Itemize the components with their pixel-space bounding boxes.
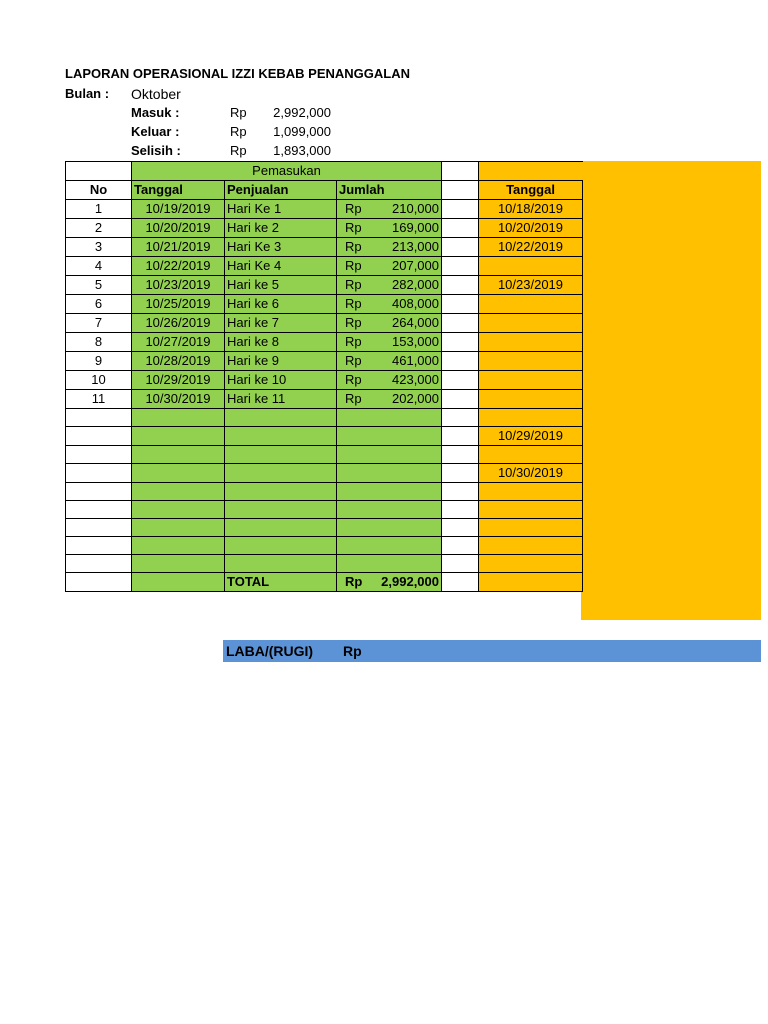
total-label: TOTAL [225, 573, 337, 592]
blank-cell [132, 573, 225, 592]
row-tanggal-right [479, 390, 583, 409]
laba-rugi-currency: Rp [343, 643, 362, 659]
blank-cell [479, 162, 583, 181]
row-jumlah [337, 295, 442, 314]
blank-cell [442, 483, 479, 501]
row-tanggal-right [479, 257, 583, 276]
blank-cell [442, 162, 479, 181]
row-no: 3 [66, 238, 132, 257]
row-tanggal-right [479, 483, 583, 501]
amount-value: 408,000 [392, 296, 439, 311]
row-no [66, 427, 132, 446]
table-row [66, 371, 583, 390]
row-jumlah [337, 200, 442, 219]
blank-cell [442, 537, 479, 555]
amount-value: 423,000 [392, 372, 439, 387]
row-jumlah [337, 501, 442, 519]
row-jumlah [337, 427, 442, 446]
row-tanggal: 10/19/2019 [132, 200, 225, 219]
currency-label: Rp [345, 334, 362, 349]
row-no: 10 [66, 371, 132, 390]
total-value: 2,992,000 [381, 574, 439, 589]
amount-value: 202,000 [392, 391, 439, 406]
row-tanggal-right: 10/22/2019 [479, 238, 583, 257]
row-no: 5 [66, 276, 132, 295]
table-row [66, 537, 583, 555]
blank-cell [442, 371, 479, 390]
row-jumlah [337, 257, 442, 276]
masuk-currency: Rp [230, 105, 247, 120]
table-row [66, 519, 583, 537]
row-jumlah [337, 314, 442, 333]
row-penjualan [225, 427, 337, 446]
blank-cell [442, 446, 479, 464]
row-tanggal-right [479, 409, 583, 427]
row-tanggal-right [479, 555, 583, 573]
blank-cell [442, 295, 479, 314]
total-amount [337, 573, 442, 592]
currency-label: Rp [345, 353, 362, 368]
row-no [66, 501, 132, 519]
report-title: LAPORAN OPERASIONAL IZZI KEBAB PENANGGALAN [65, 66, 410, 81]
row-tanggal: 10/20/2019 [132, 219, 225, 238]
row-no [66, 537, 132, 555]
masuk-label: Masuk : [131, 105, 180, 120]
blank-cell [66, 162, 132, 181]
row-tanggal: 10/29/2019 [132, 371, 225, 390]
operations-table [65, 161, 583, 592]
row-penjualan: Hari ke 2 [225, 219, 337, 238]
amount-value: 153,000 [392, 334, 439, 349]
blank-cell [442, 555, 479, 573]
row-penjualan [225, 555, 337, 573]
keluar-value: 1,099,000 [273, 124, 331, 139]
currency-label: Rp [345, 391, 362, 406]
amount-value: 461,000 [392, 353, 439, 368]
row-penjualan: Hari ke 11 [225, 390, 337, 409]
row-tanggal: 10/26/2019 [132, 314, 225, 333]
amount-value: 264,000 [392, 315, 439, 330]
table-row [66, 464, 583, 483]
col-tanggal-header: Tanggal [132, 181, 225, 200]
row-no [66, 464, 132, 483]
row-penjualan [225, 409, 337, 427]
table-row [66, 390, 583, 409]
row-jumlah [337, 219, 442, 238]
amount-value: 207,000 [392, 258, 439, 273]
row-tanggal-right [479, 314, 583, 333]
blank-cell [442, 181, 479, 200]
row-jumlah [337, 483, 442, 501]
row-no [66, 409, 132, 427]
row-tanggal: 10/27/2019 [132, 333, 225, 352]
row-tanggal [132, 409, 225, 427]
table-row [66, 555, 583, 573]
row-tanggal [132, 555, 225, 573]
row-jumlah [337, 464, 442, 483]
row-tanggal: 10/22/2019 [132, 257, 225, 276]
row-tanggal-right [479, 519, 583, 537]
row-tanggal: 10/30/2019 [132, 390, 225, 409]
col-jumlah-header: Jumlah [337, 181, 442, 200]
row-tanggal-right [479, 333, 583, 352]
row-penjualan: Hari Ke 1 [225, 200, 337, 219]
table-row [66, 200, 583, 219]
row-no: 6 [66, 295, 132, 314]
row-no: 7 [66, 314, 132, 333]
currency-label: Rp [345, 372, 362, 387]
row-penjualan [225, 464, 337, 483]
row-no [66, 519, 132, 537]
currency-label: Rp [345, 201, 362, 216]
row-tanggal-right: 10/20/2019 [479, 219, 583, 238]
row-no: 11 [66, 390, 132, 409]
row-tanggal-right: 10/18/2019 [479, 200, 583, 219]
blank-cell [442, 276, 479, 295]
row-penjualan: Hari Ke 3 [225, 238, 337, 257]
row-no: 9 [66, 352, 132, 371]
currency-label: Rp [345, 315, 362, 330]
table-row [66, 276, 583, 295]
table-row [66, 219, 583, 238]
orange-fill-area [581, 161, 761, 620]
blank-cell [479, 573, 583, 592]
row-jumlah [337, 446, 442, 464]
row-penjualan: Hari Ke 4 [225, 257, 337, 276]
row-jumlah [337, 238, 442, 257]
row-tanggal-right [479, 371, 583, 390]
table-row [66, 446, 583, 464]
row-penjualan [225, 537, 337, 555]
table-row [66, 314, 583, 333]
row-tanggal-right [479, 295, 583, 314]
row-tanggal [132, 519, 225, 537]
col-no-header: No [66, 181, 132, 200]
row-penjualan [225, 519, 337, 537]
pemasukan-header: Pemasukan [132, 162, 442, 181]
blank-cell [442, 238, 479, 257]
row-no: 8 [66, 333, 132, 352]
row-tanggal: 10/23/2019 [132, 276, 225, 295]
row-tanggal-right [479, 537, 583, 555]
blank-cell [442, 427, 479, 446]
row-jumlah [337, 390, 442, 409]
row-jumlah [337, 409, 442, 427]
row-penjualan: Hari ke 9 [225, 352, 337, 371]
table-row [66, 333, 583, 352]
currency-label: Rp [345, 296, 362, 311]
row-no: 4 [66, 257, 132, 276]
amount-value: 210,000 [392, 201, 439, 216]
row-tanggal-right [479, 446, 583, 464]
row-no: 2 [66, 219, 132, 238]
amount-value: 169,000 [392, 220, 439, 235]
row-tanggal [132, 501, 225, 519]
blank-cell [442, 519, 479, 537]
amount-value: 282,000 [392, 277, 439, 292]
total-row [66, 573, 583, 592]
blank-cell [442, 501, 479, 519]
blank-cell [442, 219, 479, 238]
currency-label: Rp [345, 220, 362, 235]
month-label: Bulan : [65, 86, 110, 101]
row-tanggal [132, 464, 225, 483]
table-row [66, 352, 583, 371]
blank-cell [442, 409, 479, 427]
row-penjualan: Hari ke 10 [225, 371, 337, 390]
table-row [66, 238, 583, 257]
row-tanggal-right [479, 352, 583, 371]
section-header-row [66, 162, 583, 181]
currency-label: Rp [345, 277, 362, 292]
selisih-label: Selisih : [131, 143, 181, 158]
row-penjualan [225, 446, 337, 464]
column-header-row [66, 181, 583, 200]
row-tanggal-right [479, 501, 583, 519]
selisih-currency: Rp [230, 143, 247, 158]
blank-cell [442, 333, 479, 352]
table-row [66, 427, 583, 446]
keluar-currency: Rp [230, 124, 247, 139]
row-no [66, 555, 132, 573]
row-penjualan [225, 501, 337, 519]
row-jumlah [337, 555, 442, 573]
row-tanggal-right: 10/23/2019 [479, 276, 583, 295]
table-row [66, 409, 583, 427]
row-jumlah [337, 519, 442, 537]
currency-label: Rp [345, 258, 362, 273]
laba-rugi-label: LABA/(RUGI) [226, 643, 314, 659]
table-row [66, 295, 583, 314]
row-tanggal [132, 427, 225, 446]
blank-cell [442, 352, 479, 371]
blank-cell [442, 464, 479, 483]
blank-cell [442, 314, 479, 333]
table-row [66, 501, 583, 519]
blank-cell [442, 390, 479, 409]
total-currency: Rp [345, 574, 363, 589]
month-value: Oktober [131, 86, 181, 102]
amount-value: 213,000 [392, 239, 439, 254]
row-jumlah [337, 537, 442, 555]
row-penjualan [225, 483, 337, 501]
row-tanggal-right: 10/29/2019 [479, 427, 583, 446]
blank-cell [66, 573, 132, 592]
col-tanggal-right-header: Tanggal [479, 181, 583, 200]
row-no [66, 483, 132, 501]
blank-cell [442, 573, 479, 592]
blank-cell [442, 257, 479, 276]
row-tanggal [132, 446, 225, 464]
row-tanggal [132, 483, 225, 501]
masuk-value: 2,992,000 [273, 105, 331, 120]
row-no: 1 [66, 200, 132, 219]
row-jumlah [337, 371, 442, 390]
row-penjualan: Hari ke 8 [225, 333, 337, 352]
table-row [66, 483, 583, 501]
row-tanggal: 10/21/2019 [132, 238, 225, 257]
row-tanggal: 10/28/2019 [132, 352, 225, 371]
row-no [66, 446, 132, 464]
row-jumlah [337, 352, 442, 371]
col-penjualan-header: Penjualan [225, 181, 337, 200]
blank-cell [442, 200, 479, 219]
row-tanggal: 10/25/2019 [132, 295, 225, 314]
row-penjualan: Hari ke 6 [225, 295, 337, 314]
row-tanggal [132, 537, 225, 555]
keluar-label: Keluar : [131, 124, 180, 139]
row-penjualan: Hari ke 7 [225, 314, 337, 333]
row-tanggal-right: 10/30/2019 [479, 464, 583, 483]
currency-label: Rp [345, 239, 362, 254]
row-penjualan: Hari ke 5 [225, 276, 337, 295]
selisih-value: 1,893,000 [273, 143, 331, 158]
table-row [66, 257, 583, 276]
row-jumlah [337, 276, 442, 295]
row-jumlah [337, 333, 442, 352]
